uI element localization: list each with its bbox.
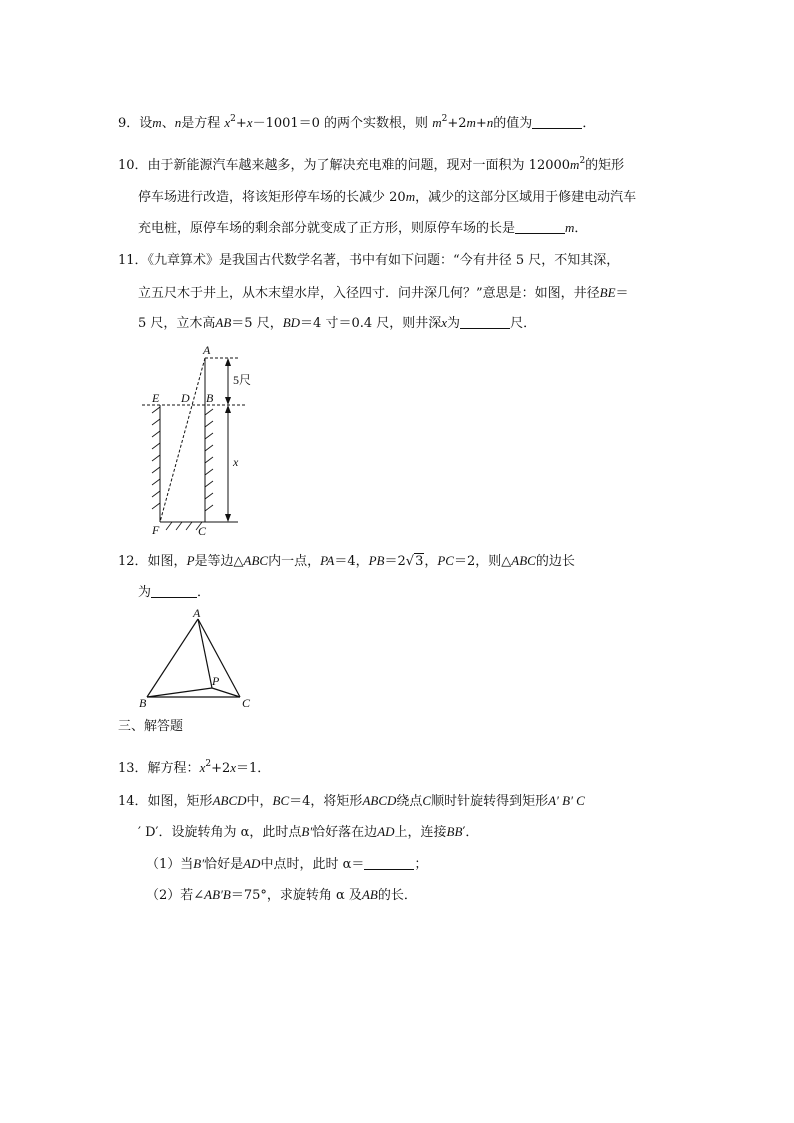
sqrt-3: √3 <box>405 554 424 569</box>
question-12-line-2: 为 ． <box>138 585 211 600</box>
label-A: A <box>203 343 211 357</box>
label-C: C <box>242 696 251 710</box>
left-wall-hatching <box>152 407 160 509</box>
arrow-down-5chi <box>225 397 231 405</box>
question-14-line-1: 14．如图，矩形ABCD中，BC＝4，将矩形ABCD绕点C顺时针旋转得到矩形A′ B′ C <box>118 793 585 809</box>
bottom-hatching <box>166 522 202 530</box>
answer-blank-11[interactable] <box>460 316 510 329</box>
question-12-line-1: 12．如图，P是等边△ABC内一点，PA＝4，PB＝2√3，PC＝2，则△ABC的边长 <box>118 553 575 569</box>
right-wall-hatching <box>205 409 213 511</box>
question-14-line-2: ′ D′．设旋转角为 α，此时点B′恰好落在边AD上，连接BB′． <box>138 824 479 840</box>
label-F: F <box>152 523 160 537</box>
side-AB <box>147 619 198 697</box>
question-9: 9．设m、n是方程 $x^2+x-1001=0$ 的两个实数根，则 $m^2+2m+n$的值为 ． <box>118 114 596 131</box>
answer-blank-10[interactable] <box>515 221 565 234</box>
question-10-line-2: 停车场进行改造，将该矩形停车场的长减少 20m，减少的这部分区域用于修建电动汽车 <box>138 189 637 205</box>
label-C: C <box>198 524 207 538</box>
answer-blank-9[interactable] <box>532 116 582 129</box>
question-10-line-1: 10．由于新能源汽车越来越多，为了解决充电难的问题，现对一面积为 $12000m^2$的矩形 <box>118 156 625 173</box>
question-11-line-3: 5 尺，立木高AB＝5 尺，BD＝4 寸＝0.4 尺，则井深x为 尺． <box>138 315 537 331</box>
label-A: A <box>193 606 201 620</box>
label-B: B <box>139 696 147 710</box>
question-14-part-2: （2）若∠AB′B＝75°，求旋转角 α 及AB的长． <box>146 887 417 903</box>
label-5chi: 5尺 <box>233 373 252 387</box>
question-11-line-1: 11．《九章算术》是我国古代数学名著，书中有如下问题：“今有井径 5 尺，不知其深， <box>118 253 620 268</box>
label-P: P <box>212 674 220 688</box>
well-diagram <box>130 340 280 540</box>
question-10-line-3: 充电桩，原停车场的剩余部分就变成了正方形，则原停车场的长是 m． <box>138 220 588 236</box>
section-3-heading: 三、解答题 <box>118 719 184 734</box>
triangle-diagram <box>135 605 265 715</box>
question-11-line-2: 立五尺木于井上，从木末望水岸，入径四寸．问井深几何？”意思是：如图，井径BE＝ <box>138 285 629 301</box>
label-x: x <box>233 455 239 469</box>
label-D: D <box>181 391 190 405</box>
label-E: E <box>152 391 160 405</box>
sight-line-AF <box>160 358 205 522</box>
arrow-down-x <box>225 514 231 522</box>
arrow-up-5chi <box>225 358 231 366</box>
segment-PA <box>198 619 212 688</box>
arrow-up-x <box>225 405 231 413</box>
question-14-part-1: （1）当B′恰好是AD中点时，此时 α＝ ； <box>146 856 428 872</box>
question-13: 13．解方程：$x^2+2x=1$． <box>118 759 271 776</box>
answer-blank-14-1[interactable] <box>364 857 414 870</box>
segment-PB <box>147 688 212 697</box>
label-B: B <box>206 391 214 405</box>
answer-blank-12[interactable] <box>151 585 197 598</box>
